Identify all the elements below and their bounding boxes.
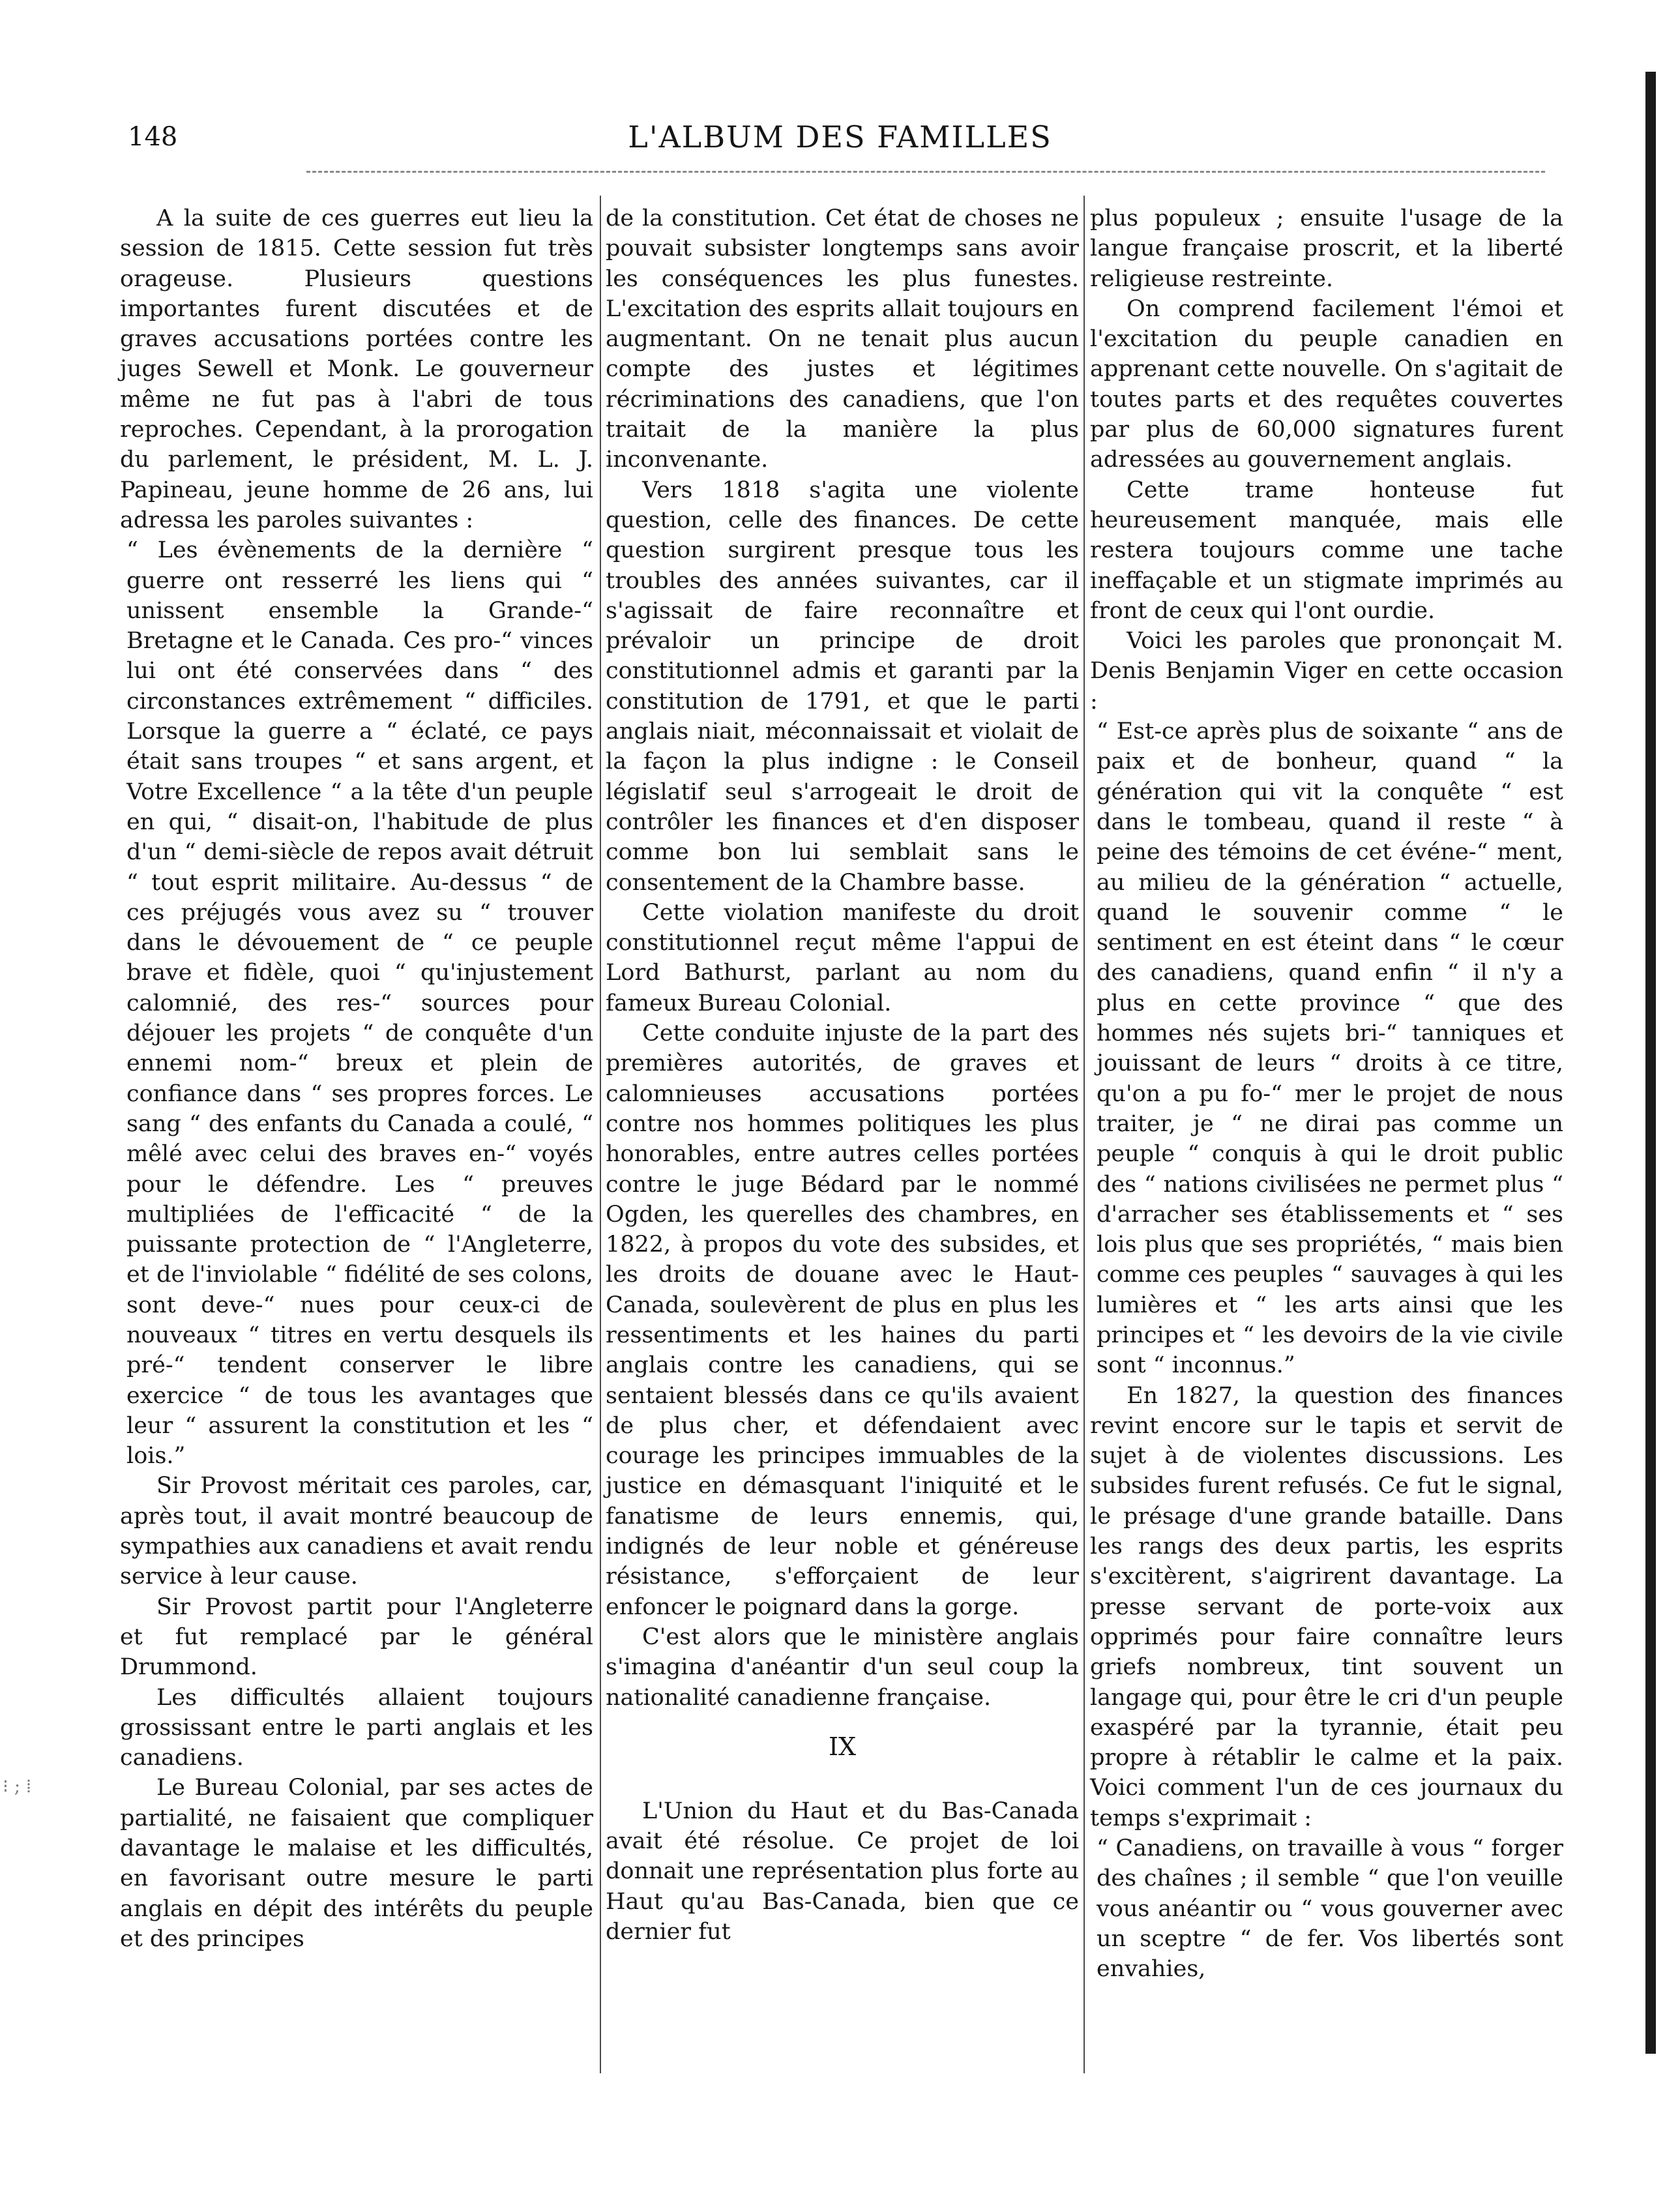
paragraph: En 1827, la question des finances revint encore sur le tapis et servit de sujet à de violentes discussions. Les subsides furent refusés. Ce fut le signal, le présage d'une grande bataille. Dans les rangs des deux partis, les esprits s'excitèrent, s'aigrirent davantage. La presse servant de porte-voix aux opprimés pour faire connaître leurs griefs nombreux, tint souvent un langage qui, pour être le cri d'un peuple exaspéré par la tyrannie, était peu propre à rétablir le calme et la paix. Voici comment l'un de ces journaux du temps s'exprimait : bbox=[1090, 1382, 1563, 1831]
quotation-viger: “ Est-ce après plus de soixante “ ans de paix et de bonheur, quand “ la génération qui vit la conquête “ est dans le tombeau, quand il reste “ à peine des témoins de cet événe-“ ment, au milieu de la génération “ actuelle, quand le souvenir comme “ le sentiment en est éteint dans “ le cœur des canadiens, quand enfin “ il n'y a plus en cette province “ que des hommes nés sujets bri-“ tanniques et jouissant de leurs “ droits à ce titre, qu'on a pu fo-“ mer le projet de nous traiter, je “ ne dirai pas comme un peuple “ conquis à qui le droit public des “ nations civilisées ne permet plus “ d'arracher ses établissements et “ ses lois plus que ses propriétés, “ mais bien comme ces peuples “ sauvages à qui les lumières et “ les arts ainsi que les principes et “ les devoirs de la vie civile sont “ inconnus.” bbox=[1097, 718, 1563, 1379]
paragraph: A la suite de ces guerres eut lieu la session de 1815. Cette session fut très orageuse. Plusieurs questions importantes furent discutées et de graves accusations portées contre les juges Sewell et Monk. Le gouverneur même ne fut pas à l'abri de tous reproches. Cependant, à la prorogation du parlement, le président, M. L. J. Papineau, jeune homme de 26 ans, lui adressa les paroles suivantes : bbox=[120, 205, 593, 533]
paragraph: L'Union du Haut et du Bas-Canada avait été résolue. Ce projet de loi donnait une représentation plus forte au Haut qu'au Bas-Canada, bien que ce dernier fut bbox=[606, 1798, 1079, 1946]
column-divider-1 bbox=[600, 196, 601, 2073]
paragraph: On comprend facilement l'émoi et l'excitation du peuple canadien en apprenant cette nouvelle. On s'agitait de toutes parts et des requêtes couvertes par plus de 60,000 signatures furent adressées au gouvernement anglais. bbox=[1090, 295, 1563, 473]
paragraph: Sir Provost partit pour l'Angleterre et fut remplacé par le général Drummond. bbox=[120, 1593, 593, 1681]
text-column-2 bbox=[606, 203, 1079, 1947]
section-heading: IX bbox=[828, 1732, 857, 1761]
paragraph: Le Bureau Colonial, par ses actes de partialité, ne faisaient que compliquer davantage le malaise et les difficultés, en favorisant outre mesure le parti anglais en dépit des intérêts du peuple et des principes bbox=[120, 1775, 593, 1952]
quotation-papineau: “ Les évènements de la dernière “ guerre ont resserré les liens qui “ unissent ensemble la Grande-“ Bretagne et le Canada. Ces pro-“ vinces lui ont été conservées dans “ des circonstances extrêmement “ difficiles. Lorsque la guerre a “ éclaté, ce pays était sans troupes “ et sans argent, et Votre Excellence “ a la tête d'un peuple en qui, “ disait-on, l'habitude de plus d'un “ demi-siècle de repos avait détruit “ tout esprit militaire. Au-dessus “ de ces préjugés vous avez su “ trouver dans le dévouement de “ ce peuple brave et fidèle, quoi “ qu'injustement calomnié, des res-“ sources pour déjouer les projets “ de conquête d'un ennemi nom-“ breux et plein de confiance dans “ ses propres forces. Le sang “ des enfants du Canada a coulé, “ mêlé avec celui des braves en-“ voyés pour le défendre. Les “ preuves multipliées de l'efficacité “ de la puissante protection de “ l'Angleterre, et de l'inviolable “ fidélité de ses colons, sont deve-“ nues pour ceux-ci de nouveaux “ titres en vertu desquels ils pré-“ tendent conserver le libre exercice “ de tous les avantages que leur “ assurent la constitution et les “ lois.” bbox=[126, 537, 593, 1470]
page-number: 148 bbox=[128, 122, 178, 152]
paragraph-continued: plus populeux ; ensuite l'usage de la langue française proscrit, et la liberté religieuse restreinte. bbox=[1090, 205, 1563, 292]
page-edge-shadow bbox=[1645, 72, 1656, 2054]
paragraph: Les difficultés allaient toujours grossissant entre le parti anglais et les canadiens. bbox=[120, 1684, 593, 1771]
paragraph: Sir Provost méritait ces paroles, car, après tout, il avait montré beaucoup de sympathies aux canadiens et avait rendu service à leur cause. bbox=[120, 1473, 593, 1590]
paragraph: Cette trame honteuse fut heureusement manquée, mais elle restera toujours comme une tache ineffaçable et un stigmate imprimés au front de ceux qui l'ont ourdie. bbox=[1090, 477, 1563, 624]
paragraph-continued: de la constitution. Cet état de choses ne pouvait subsister longtemps sans avoir les conséquences les plus funestes. L'excitation des esprits allait toujours en augmentant. On ne tenait plus aucun compte des justes et légitimes récriminations des canadiens, que l'on traitait de la manière la plus inconvenante. bbox=[606, 205, 1079, 473]
text-column-1 bbox=[120, 203, 593, 1954]
column-divider-2 bbox=[1083, 196, 1085, 2073]
margin-scan-marks: ⁝ ; ⁞ bbox=[3, 1775, 31, 1797]
running-head: L'ALBUM DES FAMILLES bbox=[628, 119, 1052, 155]
quotation-journal: “ Canadiens, on travaille à vous “ forger des chaînes ; il semble “ que l'on veuille vous anéantir ou “ vous gouverner avec un sceptre “ de fer. Vos libertés sont envahies, bbox=[1097, 1835, 1563, 1983]
header-rule bbox=[306, 171, 1545, 173]
paragraph: Voici les paroles que prononçait M. Denis Benjamin Viger en cette occasion : bbox=[1090, 628, 1563, 715]
paragraph: Vers 1818 s'agita une violente question, celle des finances. De cette question surgirent presque tous les troubles des années suivantes, car il s'agissait de faire reconnaître et prévaloir un principe de droit constitutionnel admis et garanti par la constitution de 1791, et que le parti anglais niait, méconnaissait et violait de la façon la plus indigne : le Conseil législatif seul s'arrogeait le droit de contrôler les finances et d'en disposer comme bon lui semblait sans le consentement de la Chambre basse. bbox=[606, 477, 1079, 896]
text-column-3 bbox=[1090, 203, 1563, 1985]
paragraph: Cette conduite injuste de la part des premières autorités, de graves et calomnieuses accusations portées contre nos hommes politiques les plus honorables, entre autres celles portées contre le juge Bédard par le nommé Ogden, les querelles des chambres, en 1822, à propos du vote des subsides, et les droits de douane avec le Haut-Canada, soulevèrent de plus en plus les ressentiments et les haines du parti anglais contre les canadiens, qui se sentaient blessés dans ce qu'ils avaient de plus cher, et défendaient avec courage les principes immuables de la justice en démasquant l'iniquité et le fanatisme de leurs ennemis, qui, indignés de leur noble et généreuse résistance, s'efforçaient de leur enfoncer le poignard dans la gorge. bbox=[606, 1020, 1079, 1620]
paragraph: Cette violation manifeste du droit constitutionnel reçut même l'appui de Lord Bathurst, parlant au nom du fameux Bureau Colonial. bbox=[606, 899, 1079, 1016]
paragraph: C'est alors que le ministère anglais s'imagina d'anéantir d'un seul coup la nationalité canadienne française. bbox=[606, 1623, 1079, 1711]
